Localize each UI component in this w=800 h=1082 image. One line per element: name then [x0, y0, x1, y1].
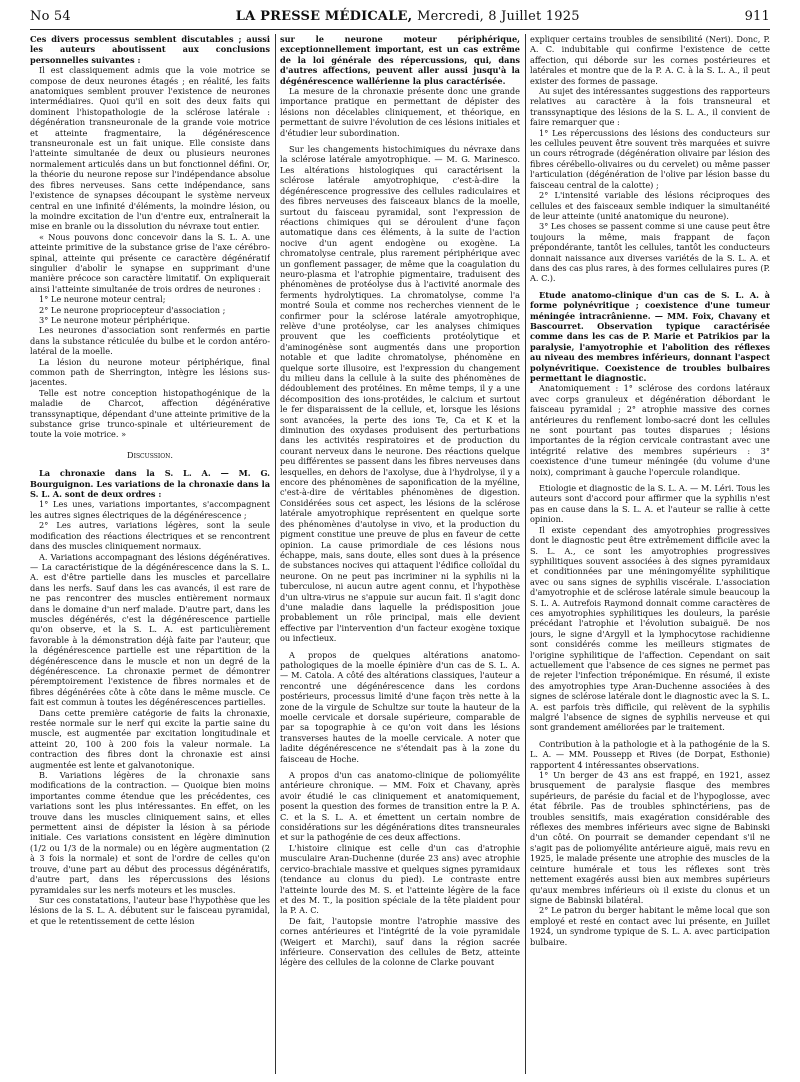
- list-item: 3° Le neurone moteur périphérique.: [39, 314, 190, 325]
- paragraph: expliquer certains troubles de sensibilité (Neri). Donc, P. A. C. indubitable qui confirme l'existence de cette affection, qui déborde sur les cornes postérieures et latérales et montre que de la P. A. C. à la S. L. A., il peut exister des formes de passage.: [530, 34, 770, 86]
- list-item: 2° L'intensité variable des lésions réciproques des cellules et des faisceaux semble indiquer la simultanéité de leur atteinte (unité anatomique du neurone).: [530, 190, 770, 221]
- paragraph: Telle est notre conception histopathogénique de la maladie de Charcot, affection dégénérative transsynaptique, dépendant d'une atteinte primitive de la substance grise trunco-spinale et ultérieurement de toute la voie motrice. »: [30, 387, 270, 440]
- list-item: 3° Les choses se passent comme si une cause peut être toujours la même, mais frappant de façon prépondérante, tantôt les cellules, tantôt les conducteurs donnait naissance aux diverses variétés de la S. L. A. et dans des cas plus rares, à des formes cellulaires pures (P. A. C.).: [530, 221, 770, 284]
- paragraph: La lésion du neurone moteur périphérique, final common path de Sherrington, intègre les lésions sus-jacentes.: [30, 356, 270, 388]
- list-item: 1° Les répercussions des lésions des conducteurs sur les cellules peuvent être souvent très marquées et suivre un cours rétrograde (dégénération olivaire par lésion des fibres cérébello-olivaires ou du cervelet) ou même passer l'articulation (dégénération de l'olive par lésion basse du faisceau central de la calotte) ;: [530, 127, 770, 190]
- paragraph: 1° Un berger de 43 ans est frappé, en 1921, assez brusquement de paralysie flasque des membres supérieurs, de parésie du facial et de l'hypoglosse, avec état fébrile. Pas de troubles sphinctériens, pas de troubles sensitifs, mais exagération considérable des réflexes des membres inférieurs avec signe de Babinski d'un côté. On pourrait se demander cependant s'il ne s'agit pas de poliomyélite antérieure aiguë, mais revu en 1925, le malade présente une atrophie des muscles de la ceinture humérale et tous les réflexes sont très nettement exagérés aussi bien aux membres supérieurs qu'aux membres inférieurs où il existe du clonus et un signe de Babinski bilatéral.: [530, 770, 770, 905]
- paragraph: La chronaxie dans la S. L. A. — M. G. Bourguignon. Les variations de la chronaxie dans la S. L. A. sont de deux ordres :: [30, 468, 270, 500]
- paragraph: De fait, l'autopsie montre l'atrophie massive des cornes antérieures et l'intégrité de la voie pyramidale (Weigert et Marchi), sauf dans la région sacrée inférieure. Conservation des cellules de Betz, atteinte légère des cellules de la colonne de Clarke pouvant: [280, 915, 520, 968]
- page-number-left: No 54: [30, 8, 71, 24]
- paragraph: Etiologie et diagnostic de la S. L. A. — M. Léri. Tous les auteurs sont d'accord pour affirmer que la syphilis n'est pas en cause dans la S. L. A. et l'auteur se rallie à cette opinion.: [530, 483, 770, 525]
- journal-title: [236, 9, 580, 24]
- article-columns: [30, 34, 772, 1074]
- section-heading: Discussion.: [127, 449, 173, 460]
- paragraph: A propos d'un cas anatomo-clinique de poliomyélite antérieure chronique. — MM. Foix et Chavany, après avoir étudié le cas cliniquement et anatomiquement, posent la question des formes de transition entre la P. A. C. et la S. L. A. et émettent un certain nombre de considérations sur les dégénérations dites transneurales et sur la pathogénie de ces deux affections.: [280, 770, 520, 843]
- header-rule: [30, 29, 770, 30]
- column-3: [530, 34, 770, 1074]
- list-item: 2° Le neurone propriocepteur d'association ;: [39, 304, 226, 315]
- paragraph: A propos de quelques altérations anatomo-pathologiques de la moelle épinière d'un cas de S. L. A. — M. Catola. A côté des altérations classiques, l'auteur a rencontré une dégénérescence dans les cordons postérieurs, processus limité d'une façon très nette à la zone de la virgule de Schultze sur toute la hauteur de la moelle cervicale et dorsale supérieure, comparable de par sa topographie à ce qu'on voit dans les lésions transverses hautes de la moelle cervicale. A noter que ladite dégénérescence ne s'étendait pas à la zone du faisceau de Hoche.: [280, 649, 520, 764]
- list-item: 1° Le neurone moteur central;: [39, 294, 166, 305]
- paragraph: Il existe cependant des amyotrophies progressives dont le diagnostic peut être extrêmement difficile avec la S. L. A., ce sont les amyotrophies progressives syphilitiques souvent associées à des signes pyramidaux et conditionnées par une méningomyélite syphilitique avec ou sans signes de syphilis viscérale. L'association d'amyotrophie et de sclérose latérale simule beaucoup la S. L. A. Autrefois Raymond donnait comme caractères de ces amyotrophies syphilitiques les douleurs, la parésie précédant l'atrophie et l'évolution subaiguë. De nos jours, le signe d'Argyll et la lymphocytose rachidienne sont considérés comme les meilleurs stigmates de l'origine syphilitique de l'affection. Cependant on sait actuellement que l'absence de ces signes ne permet pas de rejeter l'infection tréponémique. En résumé, il existe des amyotrophies type Aran-Duchenne associées à des signes de sclérose latérale dont le diagnostic avec la S. L. A. est parfois très difficile, qui relèvent de la syphilis malgré l'absence de signes de syphilis nerveuse et qui sont grandement améliorées par le traitement.: [530, 524, 770, 733]
- page-header: [30, 4, 770, 28]
- paragraph: B. Variations légères de la chronaxie sans modifications de la contraction. — Quoique bien moins importantes comme étendue que les précédentes, ces variations sont les plus intéressantes. En effet, on les trouve dans les muscles cliniquement sains, et elles permettent ainsi de dépister la lésion à sa période initiale. Ces variations consistent en légère diminution (1/2 ou 1/3 de la normale) ou en légère augmentation (2 à 3 fois la normale) et sont de l'ordre de celles qu'on trouve, d'une part au début des processus dégénératifs, d'autre part, dans les répercussions des lésions pyramidales sur les nerfs moteurs et les muscles.: [30, 770, 270, 895]
- paragraph: Contribution à la pathologie et à la pathogénie de la S. L. A. — MM. Poussepp et Rives (de Dorpat, Esthonie) rapportent 4 intéressantes observations.: [530, 738, 770, 770]
- paragraph: Il est classiquement admis que la voie motrice se compose de deux neurones étagés ; en réalité, les faits anatomiques semblent prouver l'existence de neurones intermédiaires. Quoi qu'il en soit des deux faits qui dominent l'histopathologie de la sclérose latérale : dégénération transneuronale de la grande voie motrice et atteinte fragmentaire, la dégénérescence transneuronale est un fait unique. Elle consiste dans l'atteinte simultanée de deux ou plusieurs neurones normalement articulés dans un but fonctionnel défini. Or, la théorie du neurone repose sur l'indépendance absolue des fibres nerveuses. Sans cette indépendance, sans l'existence de synapses découpant le système nerveux central en une infinité d'éléments, la moindre lésion, ou la moindre excitation de l'un d'entre eux, entraînerait la mise en branle ou la dissolution du névraxe tout entier.: [30, 65, 270, 232]
- list-item: 1° Les unes, variations importantes, s'accompagnent les autres signes électriques de la dégénérescence ;: [30, 499, 270, 520]
- paragraph: Dans cette première catégorie de faits la chronaxie, restée normale sur le nerf qui excite la partie saine du muscle, est augmentée par excitation longitudinale et atteint 20, 100 à 200 fois la valeur normale. La contraction des fibres dont la chronaxie est ainsi augmentée est lente et galvanotonique.: [30, 707, 270, 770]
- issue-date: Mercredi, 8 Juillet 1925: [417, 8, 580, 24]
- paragraph: Ces divers processus semblent discutables ; aussi les auteurs aboutissent aux conclusions personnelles suivantes :: [30, 34, 270, 65]
- list-item: 2° Les autres, variations légères, sont la seule modification des réactions électriques et se rencontrent dans des muscles cliniquement normaux.: [30, 520, 270, 552]
- paragraph: L'histoire clinique est celle d'un cas d'atrophie musculaire Aran-Duchenne (durée 23 ans) avec atrophie cervico-brachiale massive et quelques signes pyramidaux (tendance au clonus du pied). Le contraste entre l'atteinte lourde des M. S. et l'atteinte légère de la face et des M. T., la position spéciale de la tête plaident pour la P. A. C.: [280, 842, 520, 916]
- paragraph: Anatomiquement : 1° sclérose des cordons latéraux avec corps granuleux et dégénération débordant le faisceau pyramidal ; 2° atrophie massive des cornes antérieures du renflement lombo-sacré dont les cellules ne sont pourtant pas toutes disparues ; lésions importantes de la région cervicale contrastant avec une intégrité relative des membres supérieurs : 3° coexistence d'une tumeur méningée (du volume d'une noix), comprimant à gauche l'opercule rolandique.: [530, 383, 770, 477]
- column-2: [280, 34, 520, 1074]
- paragraph: A. Variations accompagnant des lésions dégénératives. — La caractéristique de la dégénérescence dans la S. L. A. est d'être partielle dans les muscles et parcellaire dans les nerfs. Sauf dans les cas avancés, il est rare de ne pas rencontrer des muscles entièrement normaux dans le domaine d'un nerf malade. D'autre part, dans les muscles dégénérés, c'est la dégénérescence partielle qu'on observe, et la S. L. A. est particulièrement favorable à la démonstration déjà faite par l'auteur, que la dégénérescence partielle est une répartition de la dégénérescence dans le muscle et non un degré de la dégénérescence. La chronaxie permet de démontrer péremptoirement l'existence de fibres normales et de fibres dégénérées côte à côte dans le même muscle. Ce fait est commun à toutes les dégénérescences partielles.: [30, 551, 270, 708]
- paragraph: Sur les changements histochimiques du névraxe dans la sclérose latérale amyotrophique. — M. G. Marinesco. Les altérations histologiques qui caractérisent la sclérose latérale amyotrophique, c'est-à-dire la dégénérescence progressive des cellules radiculaires et des fibres nerveuses des faisceaux blancs de la moelle, surtout du faisceau pyramidal, sont l'expression de réactions chimiques qui se déroulent d'une façon automatique dans ces éléments, à la suite de l'action nocive d'un agent endogène ou exogène. La chromatolyse centrale, plus rarement périphérique avec un gonflement passager, de même que la coagulation du neuro-plasma et l'atrophie pigmentaire, traduisent des phénomènes de protéolyse dus à l'activité anormale des ferments hydrolytiques. La chromatolyse, comme l'a montré Soula et comme nos recherches viennent de le confirmer pour la sclérose latérale amyotrophique, relève d'une protéolyse, car les analyses chimiques prouvent que les coefficients protéolytique et d'aminogénèse sont augmentés dans une proportion notable et que ladite chromatolyse, phénomène en quelque sorte illusoire, est l'expression du changement du milieu dans la cellule à la suite des phénomènes de dédoublement des protéines. En même temps, il y a une décomposition des ions-protéides, le calcium et surtout le fer disparaissent de la cellule, et, lorsque les lésions sont avancées, la perte des ions Te, Ca et K et la diminution des oxydases produisent des perturbations dans les activités respiratoires et de production du courant nerveux dans le neurone. Des réactions quelque peu différentes se passent dans les fibres nerveuses dans lesquelles, en dehors de l'axolyse, due à l'hydrolyse, il y a encore des phénomènes de saponification de la myéline, c'est-à-dire de véritables phénomènes de digestion. Considérées sous cet aspect, les lésions de la sclérose latérale amyotrophique représentent en quelque sorte des phénomènes d'autolyse in vivo, et la production du pigment constitue une preuve de plus en faveur de cette opinion. La cause primordiale de ces lésions nous échappe, mais, sans doute, elles sont dues à la présence de substances nocives qui attaquent l'édifice colloïdal du neurone. On ne peut pas incriminer ni la syphilis ni la tuberculose, ni aucun autre agent connu, et l'hypothèse d'un ultra-virus ne s'appuie sur aucun fait. Il s'agit donc d'une maladie dans laquelle la prédisposition joue probablement un rôle principal, mais elle devient effective par l'intervention d'un facteur exogène toxique ou infectieux.: [280, 144, 520, 644]
- page-number-right: 911: [744, 8, 770, 24]
- journal-name: LA PRESSE MÉDICALE,: [235, 8, 413, 24]
- paragraph: Sur ces constatations, l'auteur base l'hypothèse que les lésions de la S. L. A. débutent sur le faisceau pyramidal, et que le retentissement de cette lésion: [30, 894, 270, 926]
- paragraph: « Nous pouvons donc concevoir dans la S. L. A. une atteinte primitive de la substance grise de l'axe cérébro-spinal, atteinte qui présente ce caractère dégénératif singulier d'abolir le synapse en supprimant d'une manière précoce son caractère limitatif. On expliquerait ainsi l'atteinte simultanée de trois ordres de neurones :: [30, 231, 270, 294]
- paragraph: La mesure de la chronaxie présente donc une grande importance pratique en permettant de dépister des lésions non décelables cliniquement, et théorique, en permettant de suivre l'évolution de ces lésions initiales et d'étudier leur subordination.: [280, 86, 520, 138]
- column-1: [30, 34, 270, 1074]
- paragraph: sur le neurone moteur périphérique, exceptionnellement important, est un cas extrême de la loi générale des répercussions, qui, dans d'autres affections, peuvent aller aussi jusqu'à la dégénérescence wallérienne la plus caractérisée.: [280, 34, 520, 86]
- paragraph: 2° Le patron du berger habitant le même local que son employé et resté en contact avec lui présente, en Juillet 1924, un syndrome typique de S. L. A. avec participation bulbaire.: [530, 905, 770, 947]
- paragraph: Les neurones d'association sont renfermés en partie dans la substance réticulée du bulbe et le cordon antéro-latéral de la moelle.: [30, 325, 270, 357]
- paragraph: Etude anatomo-clinique d'un cas de S. L. A. à forme polynévritique ; coexistence d'une tumeur méningée intracrânienne. — MM. Foix, Chavany et Bascourret. Observation typique caractérisée comme dans les cas de P. Marie et Patrikios par la paralysie, l'amyotrophie et l'abolition des réflexes au niveau des membres inférieurs, donnant l'aspect polynévritique. Coexistence de troubles bulbaires permettant le diagnostic.: [530, 289, 770, 383]
- paragraph: Au sujet des intéressantes suggestions des rapporteurs relatives au caractère à la fois transneural et transsynaptique des lésions de la S. L. A., il convient de faire remarquer que :: [530, 86, 770, 128]
